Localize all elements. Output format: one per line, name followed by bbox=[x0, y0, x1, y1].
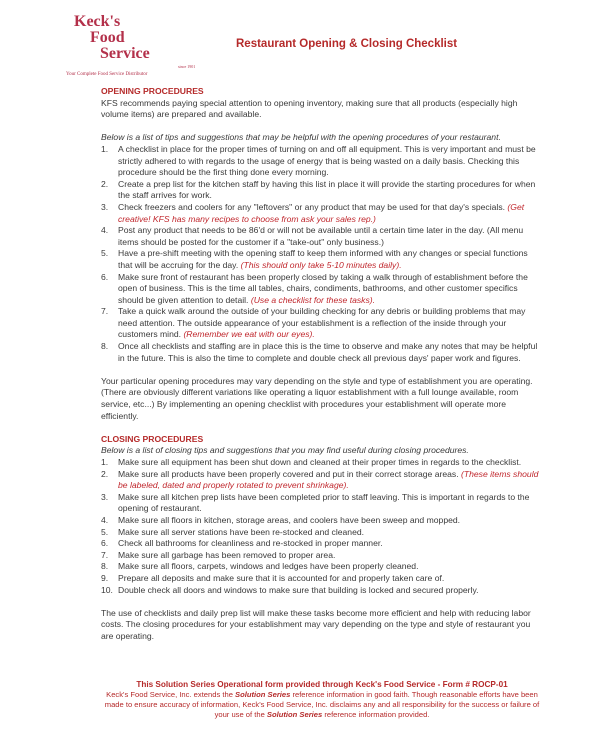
item-text: Take a quick walk around the outside of your building checking for any debris or building problems that may need attention. The outside appearance of your establishment is a reflection of the inside through your customers mind. bbox=[118, 306, 526, 340]
opening-outro: Your particular opening procedures may vary depending on the style and type of establishment you are operating. (There are obviously different variations like operating a liquor establishment with a full lounge available, room service, etc...) By implementing an opening checklist with procedures your establishment will operate more efficiently. bbox=[101, 375, 533, 421]
item-text: Make sure all garbage has been removed to proper area. bbox=[118, 549, 336, 560]
list-item bbox=[101, 225, 543, 248]
item-note: (These items should be labeled, dated and properly rotated to prevent shrinkage). bbox=[118, 468, 539, 491]
footer-text: reference information in good faith. Though reasonable efforts have been made to ensure accuracy of information, Keck's Food Service, Inc. disclaims any and all responsibility for the success or failure of your use of the bbox=[104, 689, 540, 720]
list-item bbox=[101, 179, 543, 202]
item-number: 7. bbox=[101, 306, 109, 317]
item-note: (Get creative! KFS has many recipes to choose from ask your sales rep.) bbox=[118, 201, 525, 224]
item-text: Double check all doors and windows to make sure that building is locked and secured properly. bbox=[118, 584, 479, 595]
document-body bbox=[101, 86, 543, 643]
kecks-logo bbox=[66, 14, 206, 80]
item-text: Make sure all floors in kitchen, storage areas, and coolers have been sweep and mopped. bbox=[118, 514, 461, 525]
item-number: 9. bbox=[101, 572, 109, 583]
list-item bbox=[101, 573, 543, 585]
logo-text: Keck's bbox=[74, 13, 121, 30]
footer-heading: This Solution Series Operational form provided through Keck's Food Service - Form # ROCP-01 bbox=[136, 679, 508, 689]
item-number: 4. bbox=[101, 514, 109, 525]
item-number: 2. bbox=[101, 468, 109, 479]
item-number: 3. bbox=[101, 491, 109, 502]
list-item bbox=[101, 527, 543, 539]
list-item bbox=[101, 550, 543, 562]
item-number: 6. bbox=[101, 538, 109, 549]
opening-lead: Below is a list of tips and suggestions that may be helpful with the opening procedures of your restaurant. bbox=[101, 132, 501, 143]
item-text: Post any product that needs to be 86'd or will not be available until a certain time later in the day. (All menu items should be posted for the customer if a "take-out" only business.) bbox=[118, 225, 524, 247]
solution-series-label: Solution Series bbox=[266, 710, 323, 720]
list-item bbox=[101, 538, 543, 550]
footer bbox=[101, 679, 543, 729]
solution-series-label: Solution Series bbox=[235, 689, 291, 699]
item-text: Check all bathrooms for cleanliness and re-stocked in proper manner. bbox=[118, 538, 383, 549]
opening-heading: OPENING PROCEDURES bbox=[101, 86, 204, 96]
item-number: 4. bbox=[101, 225, 109, 236]
item-text: Make sure all products have been properly covered and put in their correct storage areas. bbox=[118, 468, 459, 479]
list-item bbox=[101, 457, 543, 469]
list-item bbox=[101, 144, 543, 179]
item-text: Have a pre-shift meeting with the opening staff to keep them informed with any changes or special functions that will be accruing for the day. bbox=[118, 248, 528, 270]
item-number: 1. bbox=[101, 457, 109, 467]
footer-disclaimer bbox=[101, 690, 543, 721]
item-number: 5. bbox=[101, 248, 109, 259]
list-item bbox=[101, 515, 543, 527]
footer-text: reference information provided. bbox=[322, 710, 430, 720]
opening-list bbox=[101, 144, 543, 364]
item-number: 2. bbox=[101, 178, 109, 189]
item-number: 7. bbox=[101, 549, 109, 560]
logo-tagline: Your Complete Food Service Distributor bbox=[66, 72, 148, 77]
item-number: 10. bbox=[101, 584, 113, 595]
item-text: Make sure all floors, carpets, windows and ledges have been properly cleaned. bbox=[118, 561, 419, 572]
list-item bbox=[101, 248, 543, 271]
list-item bbox=[101, 341, 543, 364]
item-text: Check freezers and coolers for any "leftovers" or any product that may be used for that day's specials. bbox=[118, 201, 506, 212]
item-number: 3. bbox=[101, 201, 109, 212]
item-text: Once all checklists and staffing are in place this is the time to observe and make any notes that may be helpful in the future. This is also the time to complete and double check all previous days' paper work and figures. bbox=[118, 341, 538, 363]
list-item bbox=[101, 272, 543, 307]
list-item bbox=[101, 202, 543, 225]
opening-intro: KFS recommends paying special attention to opening inventory, making sure that all products (especially high volume items) are prepared and available. bbox=[101, 97, 518, 120]
logo-text: Food bbox=[90, 29, 125, 46]
list-item bbox=[101, 561, 543, 573]
list-item bbox=[101, 585, 543, 597]
page-column bbox=[101, 86, 543, 729]
list-item bbox=[101, 306, 543, 341]
item-number: 5. bbox=[101, 526, 109, 537]
closing-lead: Below is a list of closing tips and suggestions that you may find useful during closing procedures. bbox=[101, 445, 469, 456]
item-text: Prepare all deposits and make sure that it is accounted for and properly taken care of. bbox=[118, 572, 445, 583]
closing-list bbox=[101, 457, 543, 596]
item-number: 6. bbox=[101, 271, 109, 282]
item-note: (This should only take 5-10 minutes daily). bbox=[240, 259, 402, 270]
item-number: 8. bbox=[101, 341, 109, 352]
logo-text: Service bbox=[100, 45, 150, 62]
item-text: A checklist in place for the proper times of turning on and off all equipment. This is very important and must be strictly adhered to with regards to the usage of energy that is being wasted on a daily basis. Checking this procedure should be the first thing done every morning. bbox=[118, 143, 536, 178]
logo-since: since 1901 bbox=[178, 64, 196, 69]
item-number: 8. bbox=[101, 561, 109, 572]
item-text: Make sure all kitchen prep lists have been completed prior to staff leaving. This is important in regards to the opening of restaurant. bbox=[118, 491, 530, 514]
item-note: (Use a checklist for these tasks). bbox=[250, 294, 376, 305]
item-text: Make sure front of restaurant has been properly closed by taking a walk through of establishment before the open of business. This is the time all tables, chairs, condiments, bathrooms, and other customer specifics should be given attention to detail. bbox=[118, 271, 528, 305]
list-item bbox=[101, 469, 543, 492]
item-text: Make sure all server stations have been re-stocked and cleaned. bbox=[118, 526, 365, 537]
closing-heading: CLOSING PROCEDURES bbox=[101, 433, 204, 444]
page-title: Restaurant Opening & Closing Checklist bbox=[236, 38, 458, 50]
item-text: Create a prep list for the kitchen staff by having this list in place it will provide the starting procedures for when the staff arrives for work. bbox=[118, 178, 536, 201]
item-note: (Remember we eat with our eyes). bbox=[183, 329, 315, 340]
list-item bbox=[101, 492, 543, 515]
item-number: 1. bbox=[101, 143, 109, 154]
item-text: Make sure all equipment has been shut down and cleaned at their proper times in regards to the checklist. bbox=[118, 457, 522, 467]
closing-outro: The use of checklists and daily prep list will make these tasks become more efficient and help with reducing labor costs. The closing procedures for your establishment may vary depending on the type and style of restaurant you are operating. bbox=[101, 607, 531, 641]
footer-text: Keck's Food Service, Inc. extends the bbox=[106, 689, 236, 699]
